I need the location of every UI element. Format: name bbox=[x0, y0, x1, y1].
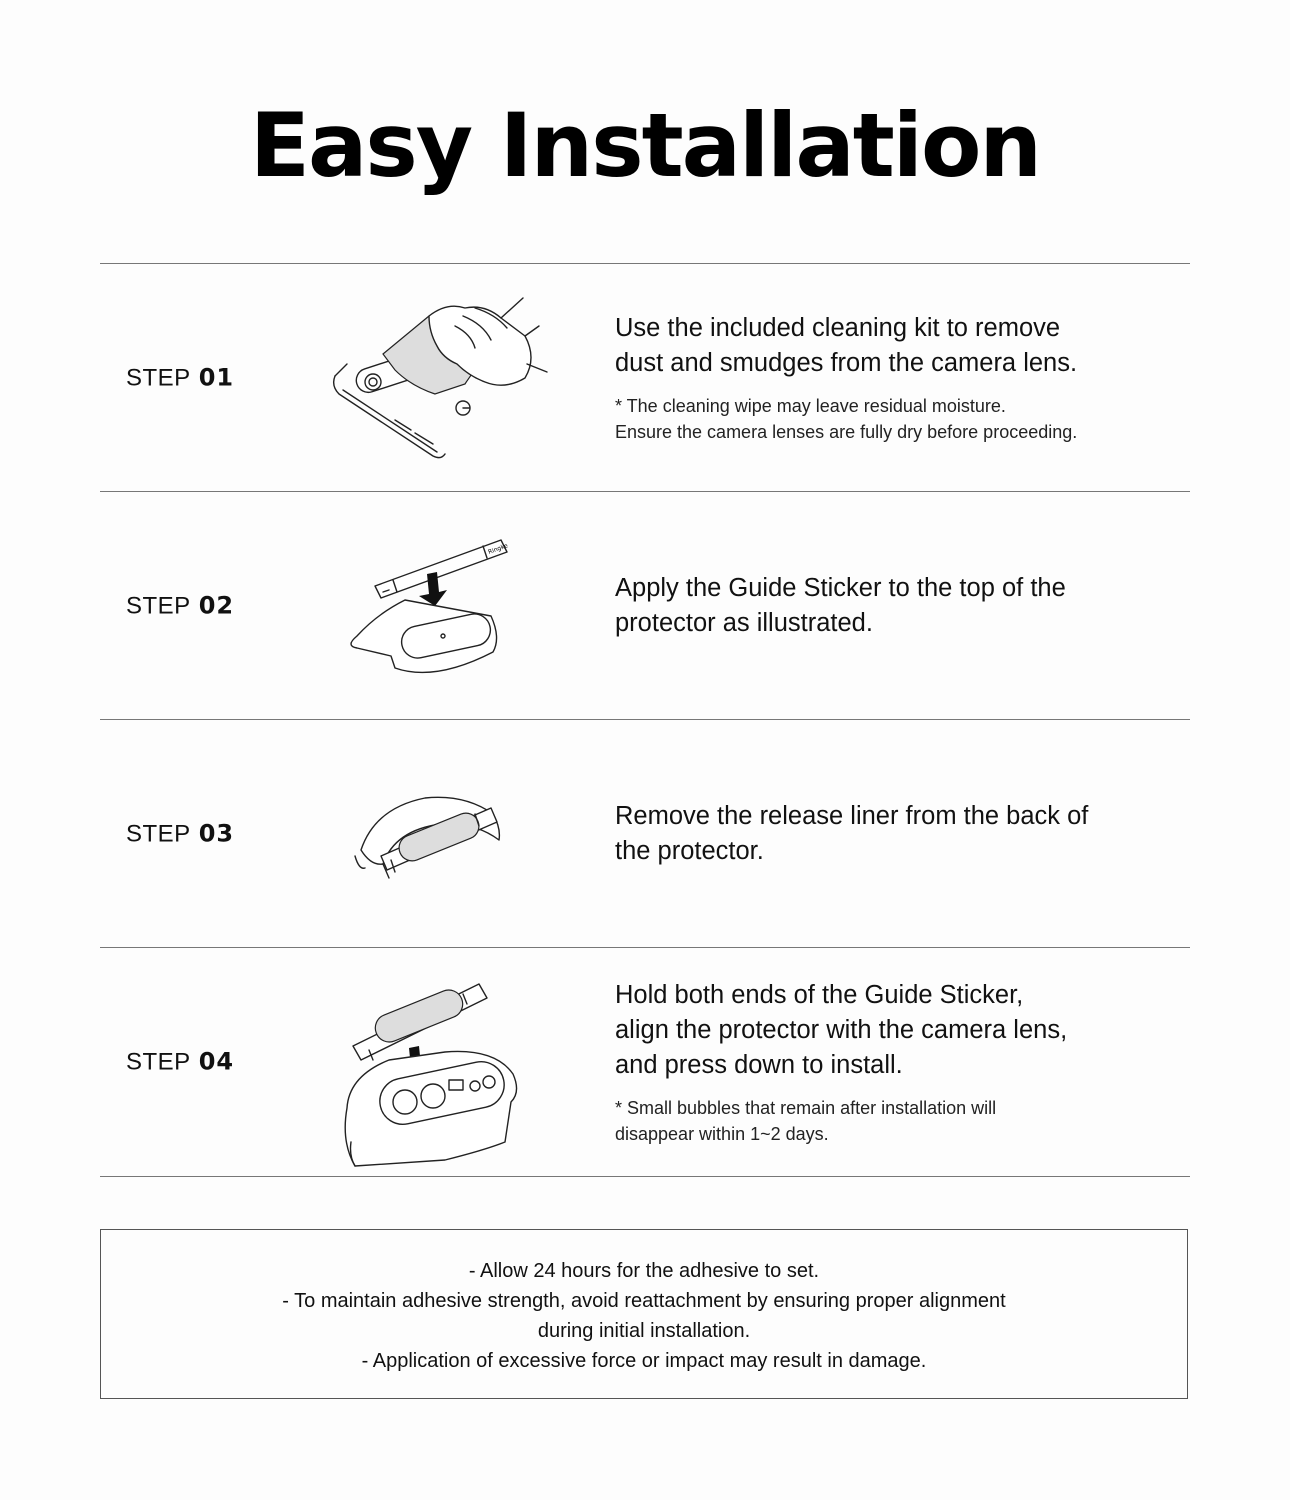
step-prefix: STEP bbox=[126, 820, 191, 848]
step-note: * The cleaning wipe may leave residual moisture. Ensure the camera lenses are fully dry before proceeding. bbox=[615, 396, 1078, 442]
guide-sticker-apply-illustration bbox=[325, 496, 565, 716]
step-text bbox=[615, 720, 1175, 948]
step-prefix: STEP bbox=[126, 592, 191, 620]
page-title: Easy Installation bbox=[249, 94, 1041, 197]
install-on-camera-illustration bbox=[325, 952, 565, 1172]
step-instruction: Remove the release liner from the back of the protector. bbox=[615, 802, 1089, 865]
notice-line: - To maintain adhesive strength, avoid reattachment by ensuring proper alignment bbox=[282, 1290, 1006, 1312]
step-row-03 bbox=[100, 719, 1190, 948]
step-label bbox=[126, 592, 234, 621]
notice-line: - Application of excessive force or impact may result in damage. bbox=[361, 1350, 927, 1372]
step-prefix: STEP bbox=[126, 1048, 191, 1076]
step-text bbox=[615, 264, 1175, 492]
step-instruction: Hold both ends of the Guide Sticker, align the protector with the camera lens, and press down to install. bbox=[615, 980, 1068, 1079]
sticker-brand-text: Ringke bbox=[487, 542, 509, 556]
step-text bbox=[615, 492, 1175, 720]
step-label bbox=[126, 364, 234, 393]
notice-line: during initial installation. bbox=[537, 1320, 751, 1342]
step-instruction: Apply the Guide Sticker to the top of the protector as illustrated. bbox=[615, 574, 1066, 637]
step-prefix: STEP bbox=[126, 364, 191, 392]
step-label bbox=[126, 820, 234, 849]
release-liner-illustration bbox=[325, 724, 565, 944]
notice-line: - Allow 24 hours for the adhesive to set. bbox=[468, 1260, 820, 1282]
step-number: 04 bbox=[198, 1047, 235, 1076]
step-number: 02 bbox=[198, 591, 235, 620]
step-row-04 bbox=[100, 947, 1190, 1177]
step-instruction: Use the included cleaning kit to remove dust and smudges from the camera lens. bbox=[615, 314, 1078, 377]
step-row-02 bbox=[100, 491, 1190, 720]
step-number: 03 bbox=[198, 819, 235, 848]
step-label bbox=[126, 1048, 234, 1077]
cleaning-wipe-illustration bbox=[325, 268, 565, 488]
step-note: * Small bubbles that remain after installation will disappear within 1~2 days. bbox=[615, 1097, 997, 1144]
notice-box bbox=[100, 1229, 1188, 1399]
step-row-01 bbox=[100, 263, 1190, 492]
step-text bbox=[615, 948, 1175, 1176]
step-number: 01 bbox=[198, 363, 235, 392]
